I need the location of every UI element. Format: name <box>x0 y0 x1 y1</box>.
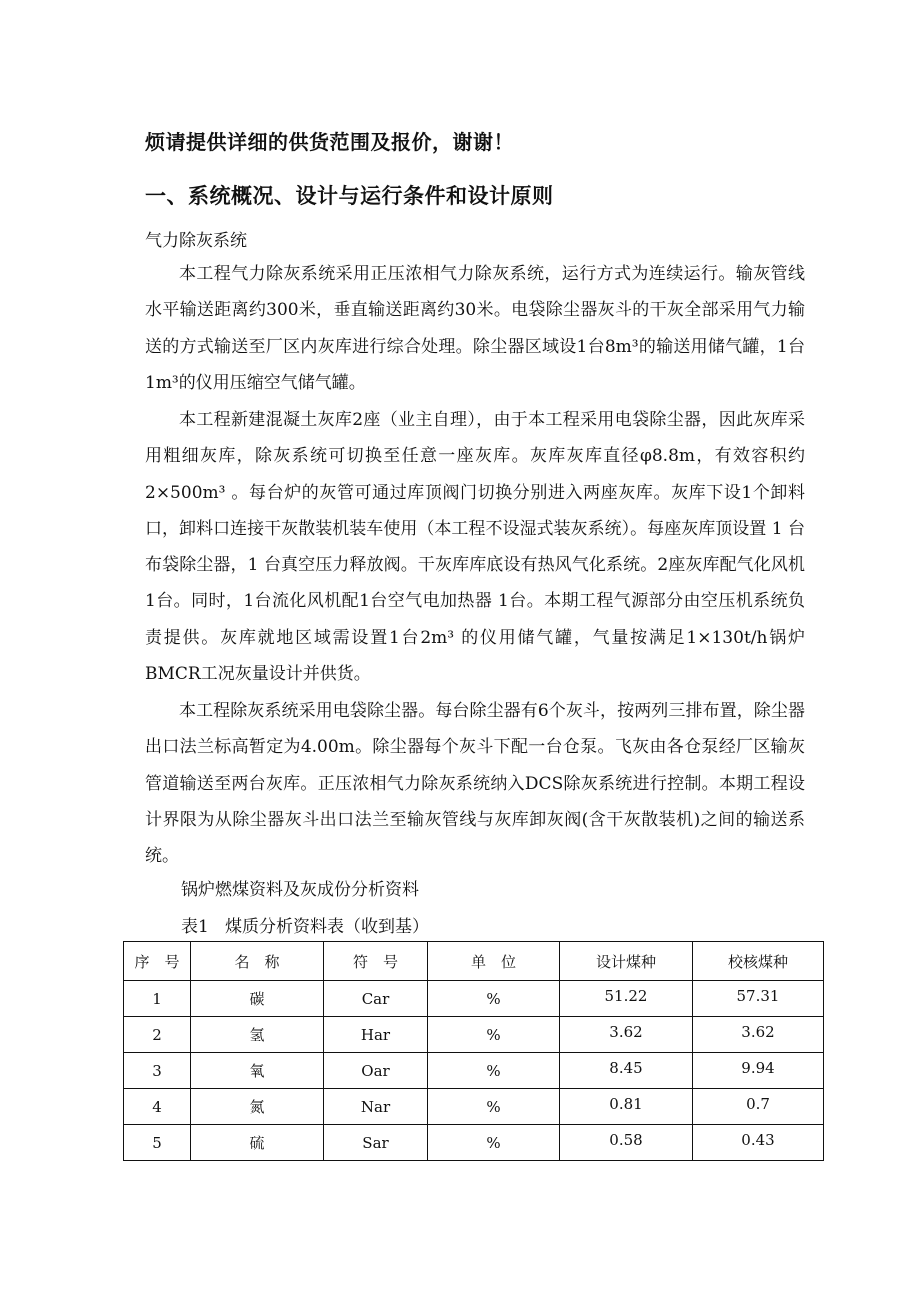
section-heading: 一、系统概况、设计与运行条件和设计原则 <box>145 183 554 208</box>
header-cell: 校核煤种 <box>693 942 824 981</box>
table-cell: 0.81 <box>560 1089 693 1125</box>
table-row <box>124 1017 824 1053</box>
paragraph: 本工程气力除灰系统采用正压浓相气力除灰系统，运行方式为连续运行。输灰管线水平输送距离约300米，垂直输送距离约30米。电袋除尘器灰斗的干灰全部采用气力输送的方式输送至厂区内灰库进行综合处理。除尘器区域设1台8m³的输送用储气罐，1台1m³的仪用压缩空气储气罐。 <box>145 264 805 393</box>
table-cell: 4 <box>124 1089 191 1125</box>
paragraph: 本工程新建混凝土灰库2座（业主自理），由于本工程采用电袋除尘器，因此灰库采用粗细灰库，除灰系统可切换至任意一座灰库。灰库灰库直径φ8.8m，有效容积约 2×500m³ 。每台炉的灰管可通过库顶阀门切换分别进入两座灰库。灰库下设1个卸料口，卸料口连接干灰散装机装车使用（本工程不设湿式装灰系统）。每座灰库顶设置 1 台布袋除尘器，1 台真空压力释放阀。干灰库库底设有热风气化系统。2座灰库配气化风机1台。同时，1台流化风机配1台空气电加热器 1台。本期工程气源部分由空压机系统负责提供。灰库就地区域需设置1台2m³ 的仪用储气罐，气量按满足1×130t/h锅炉BMCR工况灰量设计并供货。 <box>145 410 805 685</box>
table-row <box>124 1089 824 1125</box>
table-cell: Car <box>324 981 428 1017</box>
header-cell: 符 号 <box>324 942 428 981</box>
subsection-heading: 气力除灰系统 <box>145 231 247 251</box>
table-cell: 碳 <box>191 981 324 1017</box>
table-row <box>124 981 824 1017</box>
table-cell: 1 <box>124 981 191 1017</box>
table-cell: Sar <box>324 1125 428 1161</box>
table-cell: Oar <box>324 1053 428 1089</box>
table-cell: 57.31 <box>693 981 824 1017</box>
table-cell: 3 <box>124 1053 191 1089</box>
header-cell: 单 位 <box>428 942 560 981</box>
table-cell: 2 <box>124 1017 191 1053</box>
subsection-heading: 锅炉燃煤资料及灰成份分析资料 <box>181 880 419 900</box>
table-cell: 氧 <box>191 1053 324 1089</box>
table-cell: 3.62 <box>560 1017 693 1053</box>
table-row <box>124 1053 824 1089</box>
table-cell: 氢 <box>191 1017 324 1053</box>
table-cell: % <box>428 1053 560 1089</box>
table-cell: 9.94 <box>693 1053 824 1089</box>
table-cell: 0.58 <box>560 1125 693 1161</box>
paragraph: 本工程除灰系统采用电袋除尘器。每台除尘器有6个灰斗，按两列三排布置，除尘器出口法兰标高暂定为4.00m。除尘器每个灰斗下配一台仓泵。飞灰由各仓泵经厂区输灰管道输送至两台灰库。正压浓相气力除灰系统纳入DCS除灰系统进行控制。本期工程设计界限为从除尘器灰斗出口法兰至输灰管线与灰库卸灰阀(含干灰散装机)之间的输送系统。 <box>145 701 805 867</box>
table-cell: % <box>428 1125 560 1161</box>
table-cell: 8.45 <box>560 1053 693 1089</box>
table-cell: 0.43 <box>693 1125 824 1161</box>
table-header-row <box>124 942 824 981</box>
table-cell: Nar <box>324 1089 428 1125</box>
table-cell: 硫 <box>191 1125 324 1161</box>
header-cell: 序 号 <box>124 942 191 981</box>
table-cell: 氮 <box>191 1089 324 1125</box>
table-cell: % <box>428 1089 560 1125</box>
table-cell: 3.62 <box>693 1017 824 1053</box>
table-cell: 0.7 <box>693 1089 824 1125</box>
table-cell: 51.22 <box>560 981 693 1017</box>
table-row <box>124 1125 824 1161</box>
request-line: 烦请提供详细的供货范围及报价，谢谢！ <box>145 130 514 154</box>
table-cell: % <box>428 1017 560 1053</box>
table-caption: 表1 煤质分析资料表（收到基） <box>181 917 430 937</box>
table-cell: % <box>428 981 560 1017</box>
table-cell: Har <box>324 1017 428 1053</box>
header-cell: 设计煤种 <box>560 942 693 981</box>
header-cell: 名 称 <box>191 942 324 981</box>
table-cell: 5 <box>124 1125 191 1161</box>
coal-analysis-table <box>123 941 824 1161</box>
